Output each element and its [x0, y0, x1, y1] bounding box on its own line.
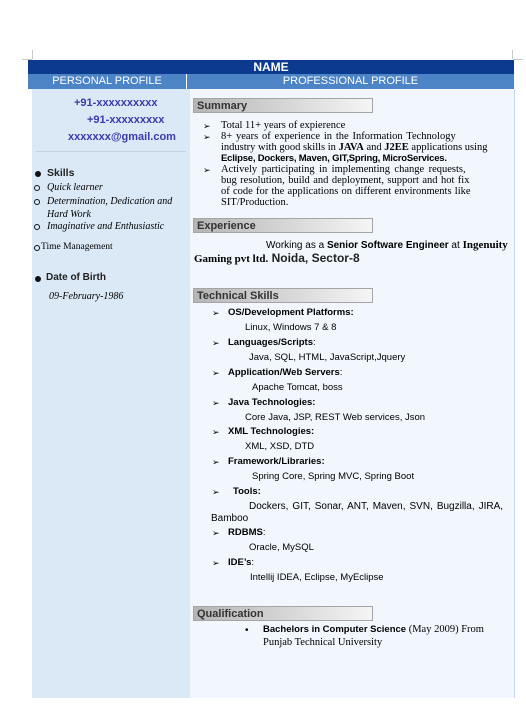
arrow-bullet-icon: ➢ — [212, 457, 220, 467]
technical-skills-heading: Technical Skills — [193, 288, 373, 303]
qualification-text: (May 2009) From — [406, 624, 484, 635]
skills-heading: Skills — [47, 167, 75, 179]
skill-category-label: Languages/Scripts — [228, 337, 313, 348]
summary-line — [221, 142, 488, 153]
skill-item: Time Management — [41, 242, 113, 252]
qualification-line — [263, 624, 484, 635]
summary-line: Actively participating in implementing change requests, — [221, 164, 466, 175]
skill-category: Java Technologies: — [228, 397, 316, 408]
university-name: Punjab Technical University — [263, 637, 383, 648]
crop-mark — [513, 59, 523, 60]
phone-primary: +91-xxxxxxxxxx — [74, 97, 158, 109]
arrow-bullet-icon: ➢ — [212, 368, 220, 378]
experience-text: Working as a — [266, 240, 327, 251]
arrow-bullet-icon: ➢ — [212, 427, 220, 437]
skill-values: Java, SQL, HTML, JavaScript,Jquery — [249, 352, 406, 363]
arrow-bullet-icon: ➢ — [212, 558, 220, 568]
skill-category-colon: : — [313, 337, 316, 348]
company-location: Noida, Sector-8 — [268, 251, 360, 265]
skill-item: Hard Work — [47, 209, 91, 220]
arrow-bullet-icon: ➢ — [212, 338, 220, 348]
skill-category: XML Technologies: — [228, 426, 315, 437]
bullet-icon — [35, 171, 41, 177]
skill-values: Oracle, MySQL — [249, 542, 314, 553]
arrow-bullet-icon: ➢ — [212, 487, 220, 497]
dob-heading: Date of Birth — [46, 272, 106, 283]
skill-values: Spring Core, Spring MVC, Spring Boot — [252, 471, 415, 482]
skill-category-label: RDBMS — [228, 527, 263, 538]
skill-values: Linux, Windows 7 & 8 — [245, 322, 337, 333]
skill-j2ee: J2EE — [384, 142, 409, 153]
circle-bullet-icon — [34, 224, 40, 230]
skill-category-label: Application/Web Servers — [228, 367, 340, 378]
bullet-icon: • — [245, 625, 249, 636]
summary-line: of code for the applications on different environments like — [221, 186, 471, 197]
phone-secondary: +91-xxxxxxxxx — [87, 114, 165, 126]
skill-category-colon: : — [262, 527, 266, 538]
skill-java: JAVA — [338, 142, 364, 153]
summary-line: Total 11+ years of expierence — [221, 120, 346, 131]
skill-values: Dockers, GIT, Sonar, ANT, Maven, SVN, Bugzilla, JIRA, — [249, 501, 504, 512]
professional-profile-header: PROFESSIONAL PROFILE — [187, 74, 514, 89]
experience-text: at — [448, 240, 463, 251]
skill-category — [228, 337, 316, 348]
summary-line: SIT/Production. — [221, 197, 289, 208]
email-address[interactable]: xxxxxxx@gmail.com — [68, 131, 176, 143]
skill-values: Intellij IDEA, Eclipse, MyEclipse — [250, 572, 384, 583]
personal-profile-header: PERSONAL PROFILE — [28, 74, 186, 89]
skill-values: XML, XSD, DTD — [245, 441, 315, 452]
contact-divider — [36, 151, 186, 152]
skill-values: Bamboo — [211, 513, 249, 524]
company-name: Gaming pvt ltd. — [194, 253, 269, 265]
skill-item: Determination, Dedication and — [47, 196, 173, 207]
skill-category: Framework/Libraries: — [228, 456, 325, 467]
skill-category-colon: : — [339, 367, 343, 378]
arrow-bullet-icon: ➢ — [203, 132, 211, 142]
circle-bullet-icon — [34, 245, 40, 251]
job-role: Senior Software Engineer — [326, 240, 449, 251]
summary-line: bug resolution, build and deployment, support and hot fix — [221, 175, 470, 186]
circle-bullet-icon — [34, 185, 40, 191]
arrow-bullet-icon: ➢ — [212, 528, 220, 538]
summary-text: applications using — [408, 142, 488, 153]
skill-category — [228, 527, 265, 538]
experience-line — [266, 239, 508, 251]
crop-mark — [512, 50, 513, 59]
skill-category — [228, 367, 342, 378]
arrow-bullet-icon: ➢ — [203, 121, 211, 131]
skill-category: OS/Development Platforms: — [228, 307, 354, 318]
skill-values: Core Java, JSP, REST Web services, Json — [245, 412, 426, 423]
qualification-heading: Qualification — [193, 606, 373, 621]
experience-line-2 — [194, 251, 360, 265]
skill-values: Apache Tomcat, boss — [252, 382, 343, 393]
summary-text: and — [363, 142, 385, 153]
circle-bullet-icon — [34, 199, 40, 205]
arrow-bullet-icon: ➢ — [212, 308, 220, 318]
arrow-bullet-icon: ➢ — [212, 398, 220, 408]
crop-mark — [32, 50, 33, 59]
name-heading: NAME — [28, 60, 514, 74]
skill-category-colon: : — [251, 557, 255, 568]
skill-item: Quick learner — [47, 182, 103, 193]
bullet-icon — [35, 276, 41, 282]
skill-category — [228, 557, 254, 568]
skill-category-label: IDE’s — [228, 557, 252, 568]
dob-value: 09-February-1986 — [49, 291, 124, 302]
summary-heading: Summary — [193, 98, 373, 113]
skill-item: Imaginative and Enthusiastic — [47, 221, 165, 232]
company-name: Ingenuity — [462, 239, 508, 251]
summary-line: 8+ years of experience in the Information Technology — [221, 131, 456, 142]
arrow-bullet-icon: ➢ — [203, 165, 211, 175]
summary-text: industry with good skills in — [221, 142, 339, 153]
summary-tools-line: Eclipse, Dockers, Maven, GIT,Spring, MicroServices. — [221, 153, 447, 164]
skill-category: Tools: — [233, 486, 261, 497]
experience-heading: Experience — [193, 218, 373, 233]
degree-name: Bachelors in Computer Science — [263, 624, 407, 635]
